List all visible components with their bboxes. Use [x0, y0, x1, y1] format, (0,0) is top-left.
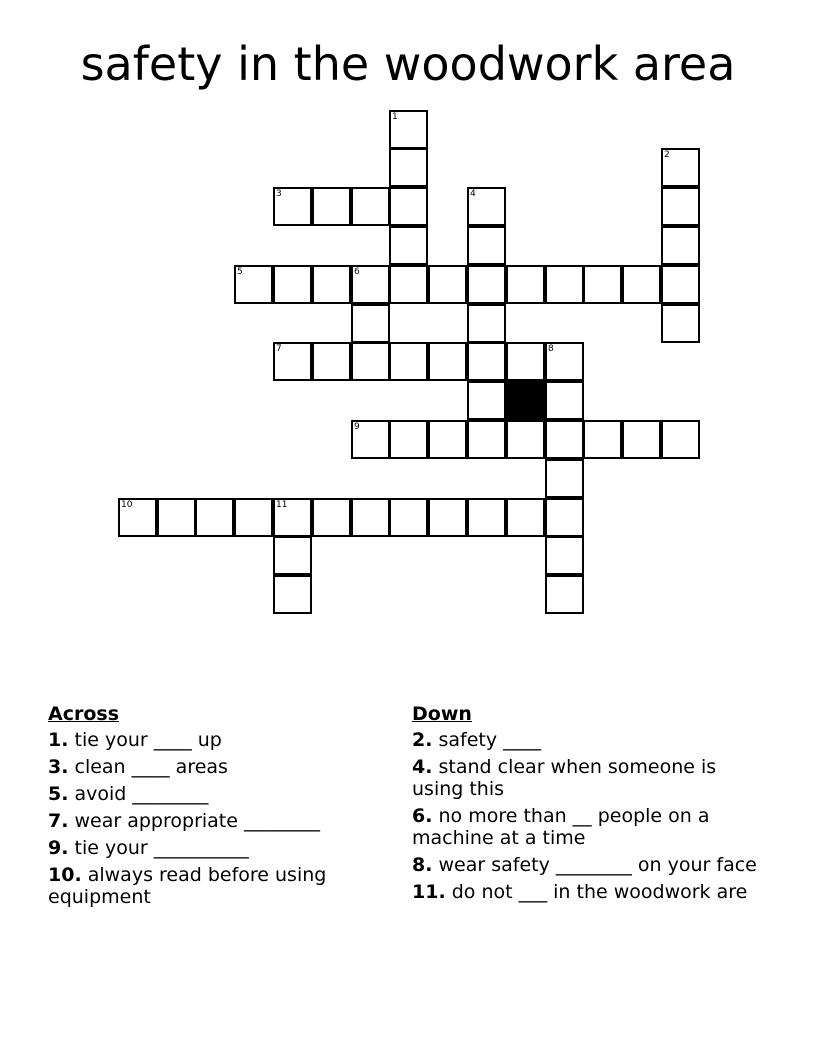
crossword-cell[interactable] [506, 498, 545, 537]
across-clues [48, 703, 388, 913]
clue-number-label: 10 [121, 500, 133, 510]
clue-number-label: 11 [276, 500, 288, 510]
crossword-cell[interactable] [389, 187, 428, 226]
clue-number-label: 7 [276, 344, 282, 354]
clue-text: wear safety ________ on your face [438, 854, 757, 876]
clue-item [48, 837, 388, 859]
clue-text: safety ____ [438, 729, 542, 751]
crossword-cell[interactable] [312, 187, 351, 226]
crossword-cell[interactable] [467, 265, 506, 304]
crossword-cell[interactable] [195, 498, 234, 537]
crossword-cell[interactable] [622, 420, 661, 459]
crossword-cell[interactable] [661, 148, 700, 187]
crossword-cell[interactable] [312, 265, 351, 304]
clue-number-label: 2 [664, 150, 670, 160]
crossword-cell[interactable] [583, 420, 622, 459]
crossword-cell[interactable] [545, 420, 584, 459]
clue-item [48, 783, 388, 805]
crossword-cell[interactable] [428, 342, 467, 381]
clue-item [48, 810, 388, 832]
blocked-cell [506, 381, 545, 420]
crossword-cell[interactable] [467, 498, 506, 537]
crossword-cell[interactable] [428, 498, 467, 537]
clue-number-label: 1 [392, 112, 398, 122]
clue-item [48, 729, 388, 751]
clue-text: wear appropriate ________ [74, 810, 320, 832]
crossword-cell[interactable] [545, 381, 584, 420]
down-heading: Down [412, 703, 472, 725]
crossword-cell[interactable] [351, 498, 390, 537]
page-title: safety in the woodwork area [80, 37, 736, 91]
crossword-cell[interactable] [622, 265, 661, 304]
crossword-cell[interactable] [389, 110, 428, 149]
crossword-cell[interactable] [389, 420, 428, 459]
crossword-cell[interactable] [273, 536, 312, 575]
clue-item [412, 854, 762, 876]
crossword-cell[interactable] [428, 420, 467, 459]
crossword-cell[interactable] [389, 498, 428, 537]
clue-number-label: 5 [237, 267, 243, 277]
crossword-cell[interactable] [312, 342, 351, 381]
crossword-cell[interactable] [389, 226, 428, 265]
clue-text: no more than __ people on a machine at a time [412, 805, 710, 849]
clue-text: always read before using equipment [48, 864, 327, 908]
crossword-cell[interactable] [351, 304, 390, 343]
clue-text: clean ____ areas [74, 756, 228, 778]
crossword-cell[interactable] [234, 265, 273, 304]
clue-item [412, 729, 762, 751]
clue-number-label: 6 [354, 267, 360, 277]
clue-item [412, 805, 762, 849]
clue-item [412, 756, 762, 800]
crossword-cell[interactable] [389, 148, 428, 187]
clue-number-label: 4 [470, 189, 476, 199]
clue-number: 7. [48, 810, 69, 832]
clue-item [412, 881, 762, 903]
crossword-cell[interactable] [467, 187, 506, 226]
crossword-cell[interactable] [351, 342, 390, 381]
crossword-cell[interactable] [661, 226, 700, 265]
clue-text: tie your __________ [74, 837, 249, 859]
crossword-cell[interactable] [234, 498, 273, 537]
crossword-cell[interactable] [506, 420, 545, 459]
clue-number: 4. [412, 756, 433, 778]
clue-text: do not ___ in the woodwork are [451, 881, 748, 903]
crossword-cell[interactable] [118, 498, 157, 537]
clue-text: tie your ____ up [74, 729, 222, 751]
crossword-cell[interactable] [312, 498, 351, 537]
crossword-cell[interactable] [545, 459, 584, 498]
clue-text: stand clear when someone is using this [412, 756, 717, 800]
crossword-cell[interactable] [428, 265, 467, 304]
clue-number: 11. [412, 881, 446, 903]
clue-number: 6. [412, 805, 433, 827]
crossword-cell[interactable] [467, 381, 506, 420]
clue-number: 2. [412, 729, 433, 751]
clue-text: avoid ________ [74, 783, 209, 805]
crossword-cell[interactable] [661, 187, 700, 226]
crossword-cell[interactable] [583, 265, 622, 304]
crossword-cell[interactable] [467, 420, 506, 459]
crossword-cell[interactable] [506, 342, 545, 381]
crossword-cell[interactable] [351, 187, 390, 226]
crossword-cell[interactable] [273, 575, 312, 614]
crossword-cell[interactable] [661, 304, 700, 343]
crossword-cell[interactable] [273, 498, 312, 537]
crossword-cell[interactable] [351, 265, 390, 304]
clue-item [48, 864, 388, 908]
crossword-cell[interactable] [389, 342, 428, 381]
clue-item [48, 756, 388, 778]
clue-number: 5. [48, 783, 69, 805]
down-clues [412, 703, 762, 908]
crossword-cell[interactable] [273, 265, 312, 304]
crossword-cell[interactable] [273, 342, 312, 381]
crossword-cell[interactable] [467, 304, 506, 343]
crossword-cell[interactable] [389, 265, 428, 304]
crossword-cell[interactable] [545, 536, 584, 575]
crossword-cell[interactable] [273, 187, 312, 226]
clue-number: 9. [48, 837, 69, 859]
crossword-cell[interactable] [506, 265, 545, 304]
clue-number-label: 9 [354, 422, 360, 432]
clue-number-label: 3 [276, 189, 282, 199]
crossword-cell[interactable] [545, 575, 584, 614]
crossword-cell[interactable] [467, 342, 506, 381]
crossword-cell[interactable] [545, 498, 584, 537]
crossword-cell[interactable] [661, 420, 700, 459]
clue-number: 8. [412, 854, 433, 876]
clue-number: 3. [48, 756, 69, 778]
clue-number: 1. [48, 729, 69, 751]
crossword-cell[interactable] [467, 226, 506, 265]
crossword-cell[interactable] [351, 420, 390, 459]
crossword-cell[interactable] [157, 498, 196, 537]
clue-number: 10. [48, 864, 82, 886]
crossword-cell[interactable] [661, 265, 700, 304]
crossword-cell[interactable] [545, 265, 584, 304]
clue-number-label: 8 [548, 344, 554, 354]
crossword-cell[interactable] [545, 342, 584, 381]
across-heading: Across [48, 703, 120, 725]
